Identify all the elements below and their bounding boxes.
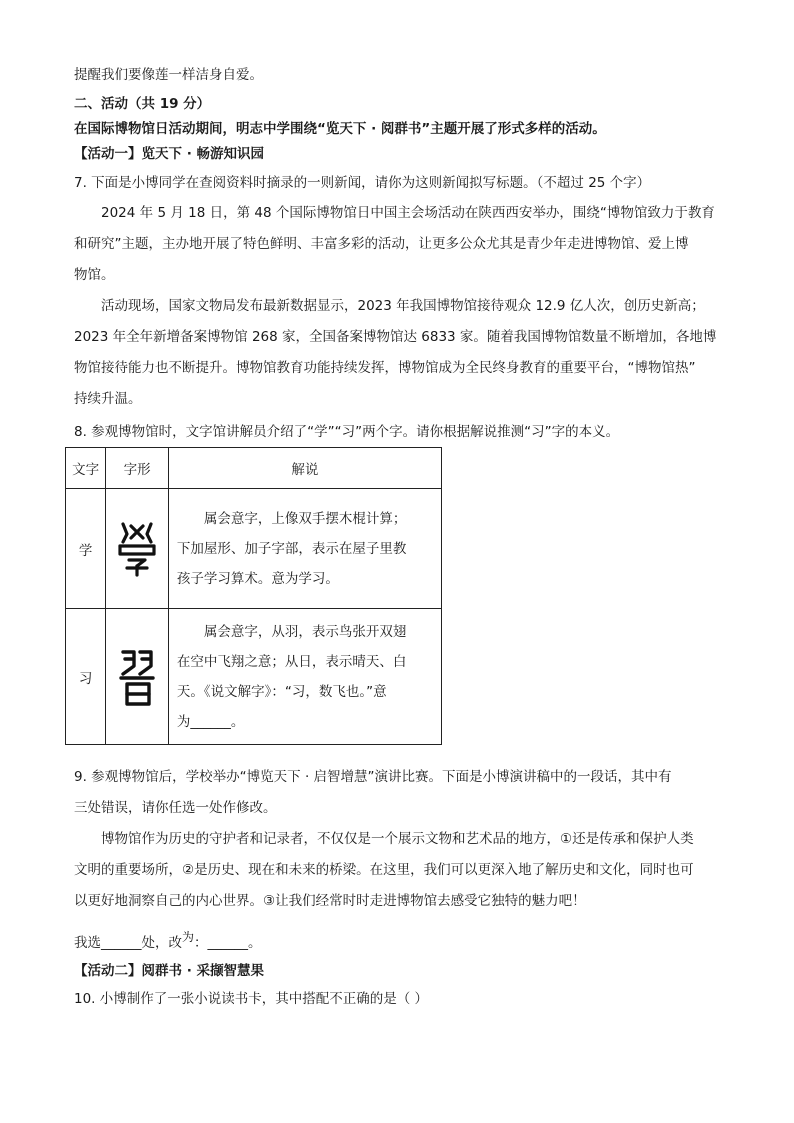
news-paragraph2-line3: 物馆接待能力也不断提升。博物馆教育功能持续发挥，博物馆成为全民终身教育的重要平台，“博物馆热”	[74, 360, 696, 376]
header-character: 文字	[66, 448, 106, 489]
explanation-cell	[168, 489, 441, 609]
glyph-cell	[106, 489, 169, 609]
header-glyph: 字形	[106, 448, 169, 489]
explanation-line: 天。《说文解字》：“习，数飞也。”意	[176, 683, 387, 700]
question-8: 8. 参观博物馆时，文字馆讲解员介绍了“学”“习”两个字。请你根据解说推测“习”字的本义。	[74, 424, 620, 440]
header-explanation: 解说	[168, 448, 441, 489]
explanation-line: 属会意字，从羽，表示鸟张开双翅	[203, 623, 407, 640]
question-9-line2: 三处错误，请你任选一处作修改。	[74, 800, 277, 816]
character-cell: 学	[66, 489, 106, 609]
explanation-line: 孩子学习算术。意为学习。	[176, 570, 339, 587]
glyph-cell	[106, 609, 169, 745]
table-header-row	[66, 448, 442, 489]
explanation-line: 为______。	[176, 713, 245, 730]
explanation-cell	[168, 609, 441, 745]
explanation-line: 在空中飞翔之意；从日，表示晴天、白	[176, 653, 407, 670]
ancient-xue-glyph-icon	[115, 520, 159, 578]
news-paragraph1-line2: 和研究”主题，主办地开展了特色鲜明、丰富多彩的活动，让更多公众尤其是青少年走进博物馆、爱上博	[74, 236, 689, 252]
answer-suffix: ：______。	[194, 935, 262, 951]
speech-line2: 文明的重要场所，②是历史、现在和未来的桥梁。在这里，我们可以更深入地了解历史和文化，同时也可	[74, 862, 694, 878]
speech-line1: 博物馆作为历史的守护者和记录者，不仅仅是一个展示文物和艺术品的地方，①还是传承和保护人类	[101, 831, 694, 847]
news-paragraph2-line2: 2023 年全年新增备案博物馆 268 家，全国备案博物馆达 6833 家。随着我国博物馆数量不断增加，各地博	[74, 329, 717, 345]
answer-superscript: 为	[182, 930, 195, 944]
explanation-line: 属会意字，上像双手摆木棍计算；	[203, 510, 407, 527]
character-cell: 习	[66, 609, 106, 745]
ancient-xi-glyph-icon	[117, 646, 157, 708]
character-table	[65, 447, 442, 745]
answer-prefix: 我选______处，改	[74, 935, 182, 951]
news-paragraph2-line1: 活动现场，国家文物局发布最新数据显示，2023 年我国博物馆接待观众 12.9 亿人次，创历史新高；	[101, 298, 705, 314]
activity2-heading: 【活动二】阅群书 · 采撷智慧果	[74, 963, 265, 979]
carryover-text: 提醒我们要像莲一样洁身自爱。	[74, 67, 263, 83]
section-heading: 二、活动（共 19 分）	[74, 96, 211, 112]
section-intro: 在国际博物馆日活动期间，明志中学围绕“览天下 · 阅群书”主题开展了形式多样的活动。	[74, 121, 606, 137]
table-row	[66, 609, 442, 745]
news-paragraph1-line1: 2024 年 5 月 18 日，第 48 个国际博物馆日中国主会场活动在陕西西安举办，围绕“博物馆致力于教育	[101, 205, 715, 221]
question-7: 7. 下面是小博同学在查阅资料时摘录的一则新闻，请你为这则新闻拟写标题。（不超过 25 个字）	[74, 175, 651, 191]
question-10: 10. 小博制作了一张小说读书卡，其中搭配不正确的是（ ）	[74, 991, 429, 1007]
news-paragraph2-line4: 持续升温。	[74, 391, 142, 407]
news-paragraph1-line3: 物馆。	[74, 267, 115, 283]
explanation-line: 下加屋形、加子字部，表示在屋子里教	[176, 540, 407, 557]
speech-line3: 以更好地洞察自己的内心世界。③让我们经常时时走进博物馆去感受它独特的魅力吧！	[74, 893, 586, 909]
question-9-line1: 9. 参观博物馆后，学校举办“博览天下 · 启智增慧”演讲比赛。下面是小博演讲稿中的一段话，其中有	[74, 769, 672, 785]
answer-line	[74, 930, 262, 953]
table-row	[66, 489, 442, 609]
activity1-heading: 【活动一】览天下 · 畅游知识园	[74, 146, 265, 162]
